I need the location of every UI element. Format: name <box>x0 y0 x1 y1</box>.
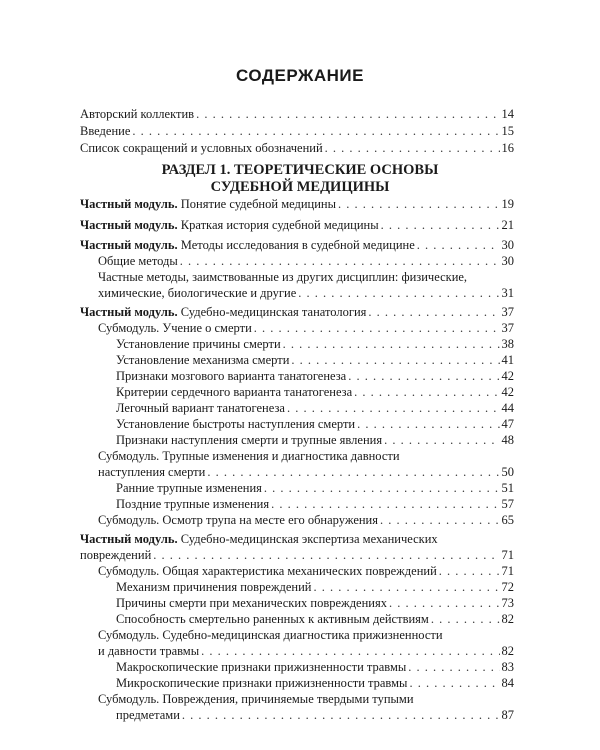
toc-entry-label: Введение <box>80 124 131 138</box>
leader-dots <box>354 385 499 400</box>
leader-dots <box>384 433 499 448</box>
toc-entry-label-line1: Субмодуль. Трупные изменения и диагностика давности <box>98 449 400 463</box>
toc-entry-page: 42 <box>501 385 514 399</box>
toc-entry-label: Судебно-медицинская экспертиза механических <box>180 532 438 546</box>
toc-entry-label: Признаки наступления смерти и трупные явления <box>116 433 383 447</box>
toc-entry-label: Макроскопические признаки прижизненности травмы <box>116 660 407 674</box>
toc-entry-page: 37 <box>501 321 514 335</box>
toc-entry[interactable] <box>98 286 514 301</box>
leader-dots <box>180 254 500 269</box>
leader-dots <box>409 676 499 691</box>
toc-entry-page: 31 <box>501 286 514 300</box>
toc-module-entry[interactable] <box>80 197 514 212</box>
leader-dots <box>182 708 500 723</box>
toc-entry-label: Микроскопические признаки прижизненности травмы <box>116 676 408 690</box>
toc-submodule-entry[interactable] <box>98 465 514 480</box>
toc-module-entry-line1 <box>80 532 438 547</box>
toc-entry-page: 37 <box>501 305 514 319</box>
toc-entry-page: 16 <box>501 141 514 155</box>
section-heading-line1: РАЗДЕЛ 1. ТЕОРЕТИЧЕСКИЕ ОСНОВЫ <box>161 162 439 178</box>
leader-dots <box>381 218 500 233</box>
toc-entry-page: 14 <box>501 107 514 121</box>
toc-entry-label: и давности травмы <box>98 644 200 658</box>
toc-submodule-entry[interactable] <box>116 708 514 723</box>
toc-submodule-entry[interactable] <box>98 513 514 528</box>
leader-dots <box>271 497 499 512</box>
toc-entry-label: Критерии сердечного варианта танатогенеза <box>116 385 353 399</box>
toc-entry-label-line1: Субмодуль. Судебно-медицинская диагностика прижизненности <box>98 628 443 642</box>
toc-entry[interactable] <box>98 254 514 269</box>
toc-submodule-entry[interactable] <box>98 644 514 659</box>
leader-dots <box>348 369 499 384</box>
toc-entry-label: Общие методы <box>98 254 178 268</box>
toc-entry-label: Легочный вариант танатогенеза <box>116 401 285 415</box>
toc-entry[interactable] <box>116 660 514 675</box>
toc-entry-page: 42 <box>501 369 514 383</box>
toc-entry-page: 57 <box>501 497 514 511</box>
leader-dots <box>368 305 499 320</box>
toc-entry[interactable] <box>116 385 514 400</box>
leader-dots <box>196 107 499 122</box>
toc-entry-page: 84 <box>501 676 514 690</box>
toc-entry-label: Субмодуль. Осмотр трупа на месте его обнаружения <box>98 513 378 527</box>
leader-dots <box>291 353 499 368</box>
toc-entry-label: повреждений <box>80 548 152 562</box>
toc-entry-label: Установление механизма смерти <box>116 353 290 367</box>
toc-entry-page: 19 <box>501 197 514 211</box>
toc-entry-label: Способность смертельно раненных к активным действиям <box>116 612 429 626</box>
leader-dots <box>298 286 499 301</box>
leader-dots <box>380 513 500 528</box>
toc-entry[interactable] <box>116 481 514 496</box>
toc-module-entry[interactable] <box>80 238 514 253</box>
toc-entry-page: 41 <box>501 353 514 367</box>
toc-entry-label: Установление причины смерти <box>116 337 281 351</box>
leader-dots <box>439 564 500 579</box>
toc-entry-page: 30 <box>501 254 514 268</box>
toc-entry[interactable] <box>116 596 514 611</box>
toc-entry-label: Причины смерти при механических повреждениях <box>116 596 387 610</box>
leader-dots <box>338 197 500 212</box>
module-prefix: Частный модуль. <box>80 532 178 546</box>
leader-dots <box>153 548 499 563</box>
toc-entry-page: 87 <box>501 708 514 722</box>
leader-dots <box>254 321 500 336</box>
toc-entry-page: 48 <box>501 433 514 447</box>
toc-entry-page: 71 <box>501 548 514 562</box>
leader-dots <box>264 481 500 496</box>
module-prefix: Частный модуль. <box>80 305 178 319</box>
toc-entry-label: Субмодуль. Учение о смерти <box>98 321 252 335</box>
toc-entry[interactable] <box>116 337 514 352</box>
toc-entry-page: 15 <box>501 124 514 138</box>
toc-entry-label: Признаки мозгового варианта танатогенеза <box>116 369 347 383</box>
toc-entry-page: 65 <box>501 513 514 527</box>
toc-entry-page: 44 <box>501 401 514 415</box>
toc-entry-page: 71 <box>501 564 514 578</box>
module-prefix: Частный модуль. <box>80 197 178 211</box>
toc-entry[interactable] <box>116 676 514 691</box>
section-heading-line2: СУДЕБНОЙ МЕДИЦИНЫ <box>210 179 390 195</box>
toc-entry-label: Краткая история судебной медицины <box>180 218 379 232</box>
toc-entry[interactable] <box>116 417 514 432</box>
toc-entry-label: Судебно-медицинская танатология <box>180 305 367 319</box>
toc-entry-label: наступления смерти <box>98 465 206 479</box>
toc-module-entry[interactable] <box>80 548 514 563</box>
leader-dots <box>408 660 499 675</box>
leader-dots <box>417 238 500 253</box>
toc-entry-label: Механизм причинения повреждений <box>116 580 312 594</box>
toc-entry[interactable] <box>116 497 514 512</box>
leader-dots <box>357 417 499 432</box>
toc-entry-label-line1: Частные методы, заимствованные из других дисциплин: физические, <box>98 270 468 284</box>
toc-entry-label: Список сокращений и условных обозначений <box>80 141 323 155</box>
toc-entry-page: 21 <box>501 218 514 232</box>
leader-dots <box>132 124 499 139</box>
toc-entry[interactable] <box>116 401 514 416</box>
leader-dots <box>389 596 500 611</box>
leader-dots <box>283 337 500 352</box>
module-prefix: Частный модуль. <box>80 218 178 232</box>
toc-entry-label: Ранние трупные изменения <box>116 481 262 495</box>
toc-entry[interactable] <box>80 107 514 122</box>
toc-entry-label: Субмодуль. Общая характеристика механических повреждений <box>98 564 437 578</box>
toc-entry-page: 38 <box>501 337 514 351</box>
toc-entry-page: 82 <box>501 612 514 626</box>
toc-entry-label: Установление быстроты наступления смерти <box>116 417 356 431</box>
toc-submodule-entry[interactable] <box>98 321 514 336</box>
toc-entry-label-line1: Субмодуль. Повреждения, причиняемые твердыми тупыми <box>98 692 414 706</box>
toc-submodule-entry[interactable] <box>98 564 514 579</box>
toc-entry-label: Авторский коллектив <box>80 107 195 121</box>
toc-module-entry[interactable] <box>80 305 514 320</box>
page-title: СОДЕРЖАНИЕ <box>236 66 364 85</box>
toc-entry[interactable] <box>116 580 514 595</box>
module-prefix: Частный модуль. <box>80 238 178 252</box>
toc-entry-label: предметами <box>116 708 180 722</box>
toc-module-entry[interactable] <box>80 218 514 233</box>
toc-entry-page: 82 <box>501 644 514 658</box>
leader-dots <box>431 612 500 627</box>
toc-entry-label: Поздние трупные изменения <box>116 497 270 511</box>
toc-entry-page: 51 <box>501 481 514 495</box>
toc-entry-page: 47 <box>501 417 514 431</box>
leader-dots <box>325 141 500 156</box>
leader-dots <box>314 580 500 595</box>
toc-entry[interactable] <box>116 353 514 368</box>
toc-entry-label: химические, биологические и другие <box>98 286 297 300</box>
toc-entry-label: Понятие судебной медицины <box>180 197 336 211</box>
toc-entry-page: 73 <box>501 596 514 610</box>
toc-entry-page: 30 <box>501 238 514 252</box>
toc-entry[interactable] <box>116 433 514 448</box>
leader-dots <box>207 465 499 480</box>
toc-entry[interactable] <box>80 124 514 139</box>
toc-entry[interactable] <box>80 141 514 156</box>
toc-entry[interactable] <box>116 612 514 627</box>
toc-entry-page: 50 <box>501 465 514 479</box>
toc-entry[interactable] <box>116 369 514 384</box>
toc-entry-page: 72 <box>501 580 514 594</box>
toc-entry-label: Методы исследования в судебной медицине <box>180 238 415 252</box>
leader-dots <box>201 644 499 659</box>
leader-dots <box>287 401 500 416</box>
toc-entry-page: 83 <box>501 660 514 674</box>
